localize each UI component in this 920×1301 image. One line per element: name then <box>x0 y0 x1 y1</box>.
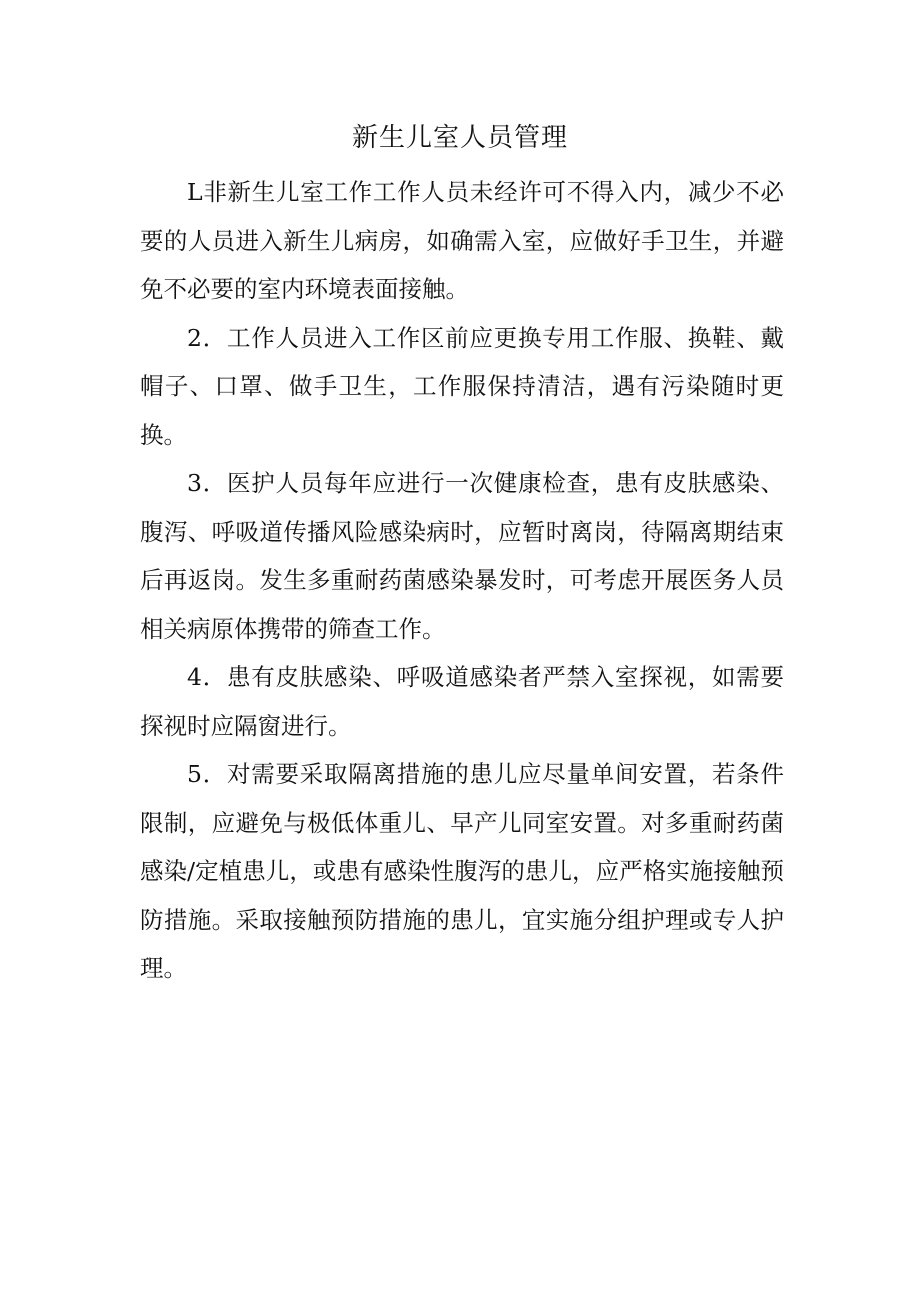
paragraph-number: 5． <box>187 760 227 788</box>
paragraph-1 <box>140 168 784 314</box>
paragraph-4 <box>140 653 784 750</box>
paragraph-number: 3． <box>187 469 227 497</box>
paragraph-text: 工作人员进入工作区前应更换专用工作服、换鞋、戴帽子、口罩、做手卫生，工作服保持清洁，遇有污染随时更换。 <box>140 323 785 449</box>
paragraph-2 <box>140 314 784 460</box>
paragraph-number: 4． <box>187 663 227 691</box>
paragraph-text: 对需要采取隔离措施的患儿应尽量单间安置，若条件限制，应避免与极低体重儿、早产儿同室安置。对多重耐药菌感染/定植患儿，或患有感染性腹泻的患儿，应严格实施接触预防措施。采取接触预防措施的患儿，宜实施分组护理或专人护理。 <box>140 760 785 982</box>
paragraph-text: 医护人员每年应进行一次健康检查，患有皮肤感染、腹泻、呼吸道传播风险感染病时，应暂时离岗，待隔离期结束后再返岗。发生多重耐药菌感染暴发时，可考虑开展医务人员相关病原体携带的筛查工作。 <box>140 469 785 643</box>
document-body <box>140 168 784 993</box>
paragraph-text: 患有皮肤感染、呼吸道感染者严禁入室探视，如需要探视时应隔窗进行。 <box>140 663 785 740</box>
paragraph-3 <box>140 459 784 653</box>
paragraph-5 <box>140 750 784 993</box>
paragraph-text: 非新生儿室工作工作人员未经许可不得入内，减少不必要的人员进入新生儿病房，如确需入室，应做好手卫生，并避免不必要的室内环境表面接触。 <box>140 178 784 303</box>
document-title: 新生儿室人员管理 <box>351 123 568 153</box>
paragraph-number: 2． <box>187 323 227 352</box>
paragraph-number: L <box>187 178 203 206</box>
